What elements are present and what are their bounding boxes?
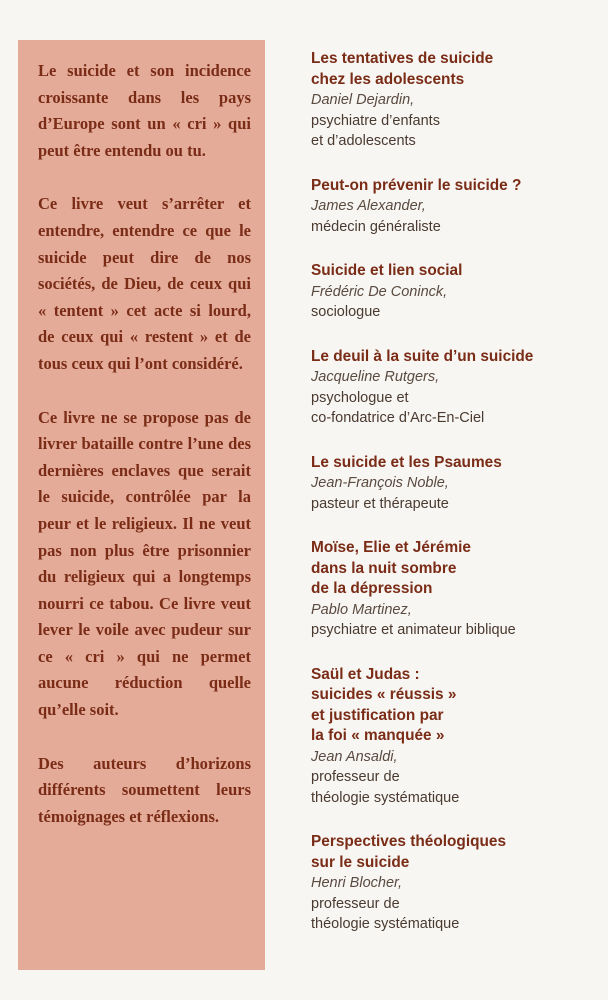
entry-title-line: Saül et Judas : (311, 665, 420, 683)
entry-role (311, 388, 601, 429)
entry-role-line: psychiatre d’enfants (311, 112, 440, 129)
entry-role-line: professeur de (311, 769, 400, 785)
entry-role-line: sociologue (311, 304, 381, 320)
entry-title-line: dans la nuit sombre (311, 559, 457, 577)
panel-paragraph: Ce livre veut s’arrêter et entendre, entendre ce que le suicide peut dire de nos sociétés, de Dieu, de ceux qui « tentent » cet acte si lourd, de ceux qui « restent » et de tous ceux qui l’ont considéré. (38, 194, 251, 373)
contents-entry (311, 347, 601, 429)
entry-author: Jean-François Noble, (311, 475, 449, 491)
entry-role-line: psychiatre et animateur biblique (311, 622, 516, 638)
entry-title-line: Perspectives théologiques (311, 833, 507, 850)
entry-role (311, 302, 601, 323)
entry-title-line: Les tentatives de suicide (311, 50, 494, 67)
entry-role-line: théologie systématique (311, 916, 460, 932)
contents-entry (311, 665, 601, 809)
entry-title-line: Moïse, Elie et Jérémie (311, 539, 471, 556)
entry-title-line: Peut-on prévenir le suicide ? (311, 176, 522, 194)
entry-title-line: et justification par (311, 706, 444, 724)
entry-title (311, 347, 601, 368)
panel-paragraph: Des auteurs d’horizons différents soumettent leurs témoignages et réflexions. (38, 753, 251, 826)
entry-author: James Alexander, (311, 198, 426, 214)
entry-author: Jean Ansaldi, (311, 748, 398, 765)
entry-role-line: théologie systématique (311, 789, 460, 806)
contents-entry (311, 176, 601, 238)
contents-entry (311, 49, 601, 152)
entry-author: Pablo Martinez, (311, 601, 412, 618)
panel-paragraph: Le suicide et son incidence croissante dans les pays d’Europe sont un « cri » qui peut être entendu ou tu. (38, 61, 251, 160)
entry-title (311, 49, 601, 90)
contents-list (311, 49, 601, 959)
entry-role-line: et d’adolescents (311, 133, 416, 149)
entry-title (311, 832, 601, 873)
entry-title (311, 665, 601, 747)
entry-title-line: Suicide et lien social (311, 262, 463, 279)
entry-role-line: psychologue et (311, 389, 409, 406)
entry-title-line: chez les adolescents (311, 70, 465, 88)
contents-entry (311, 261, 601, 323)
entry-title (311, 261, 601, 282)
entry-author: Frédéric De Coninck, (311, 283, 448, 300)
entry-role-line: pasteur et thérapeute (311, 495, 449, 512)
contents-entry (311, 453, 601, 515)
description-panel (18, 40, 265, 970)
entry-role (311, 217, 601, 238)
entry-title-line: de la dépression (311, 580, 433, 597)
entry-title-line: Le deuil à la suite d’un suicide (311, 347, 534, 365)
entry-role-line: professeur de (311, 895, 400, 912)
entry-title (311, 453, 601, 474)
entry-author: Daniel Dejardin, (311, 92, 415, 108)
panel-paragraph: Ce livre ne se propose pas de livrer bataille contre l’une des dernières enclaves que serait le suicide, contrôlée par la peur et le religieux. Il ne veut pas non plus être prisonnier du religieux qui a longtemps nourri ce tabou. Ce livre veut lever le voile avec pudeur sur ce « cri » qui ne permet aucune réduction quelle qu’elle soit. (38, 407, 251, 720)
entry-role-line: médecin généraliste (311, 218, 441, 235)
entry-author: Jacqueline Rutgers, (311, 369, 440, 385)
entry-role (311, 894, 601, 935)
entry-title (311, 176, 601, 197)
entry-title-line: Le suicide et les Psaumes (311, 453, 502, 471)
entry-author: Henri Blocher, (311, 875, 403, 891)
entry-role (311, 494, 601, 515)
entry-role (311, 111, 601, 152)
contents-entry (311, 538, 601, 641)
entry-role-line: co-fondatrice d’Arc-En-Ciel (311, 410, 485, 426)
entry-title-line: la foi « manquée » (311, 727, 445, 744)
entry-title-line: sur le suicide (311, 853, 410, 871)
entry-title-line: suicides « réussis » (311, 686, 457, 703)
entry-title (311, 538, 601, 600)
entry-role (311, 620, 601, 641)
contents-entry (311, 832, 601, 935)
entry-role (311, 767, 601, 808)
